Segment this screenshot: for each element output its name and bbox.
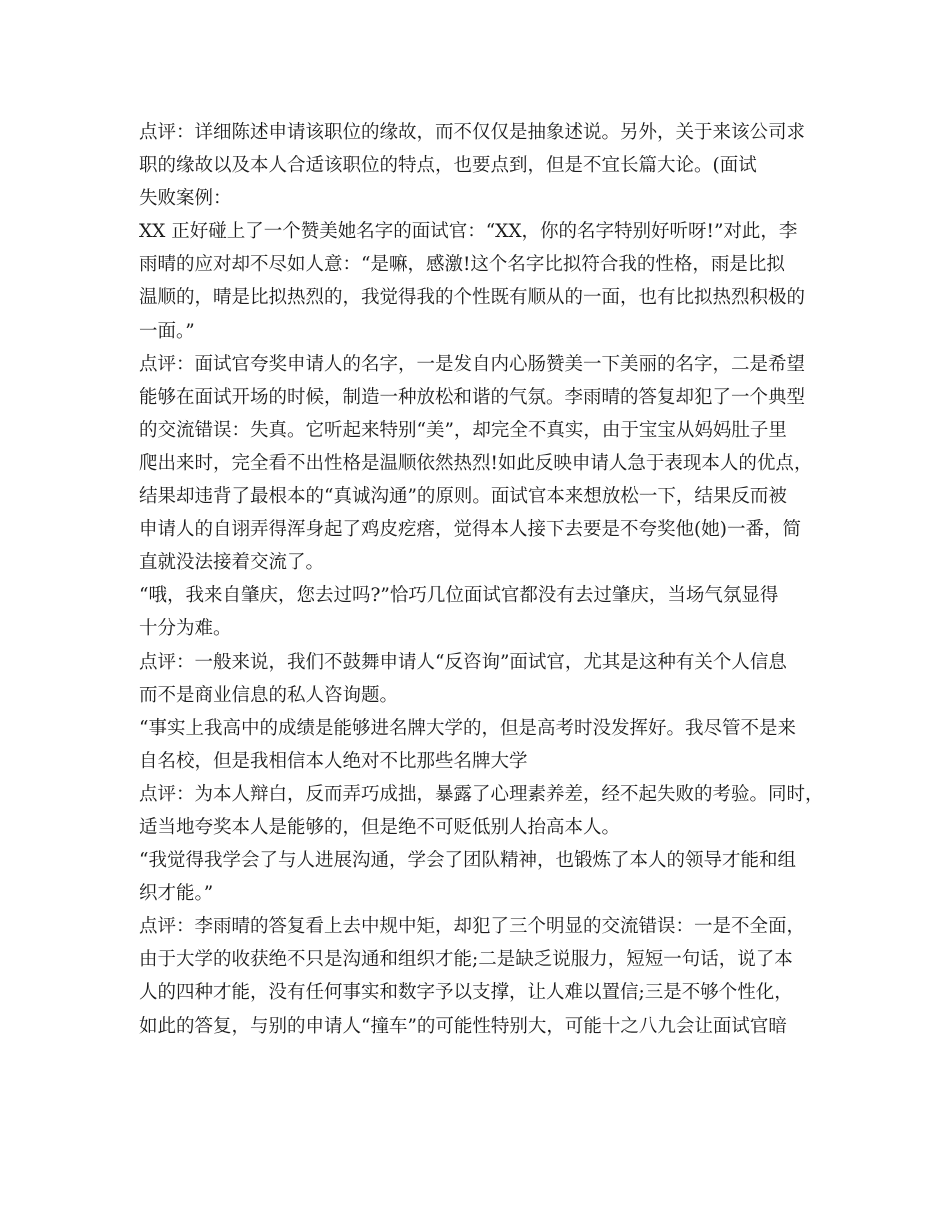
text-line: 如此的答复，与别的申请人“撞车”的可能性特别大，可能十之八九会让面试官暗 <box>139 1015 787 1037</box>
text-line: 自名校，但是我相信本人绝对不比那些名牌大学 <box>139 750 528 772</box>
text-line: 织才能。” <box>139 883 214 905</box>
text-line: 一面。” <box>139 320 195 342</box>
text-line: 点评：为本人辩白，反而弄巧成拙，暴露了心理素养差，经不起失败的考验。同时， <box>139 783 824 805</box>
text-line: 十分为难。 <box>139 618 232 640</box>
text-line: “哦，我来自肇庆，您去过吗?”恰巧几位面试官都没有去过肇庆，当场气氛显得 <box>139 585 779 607</box>
document-body <box>139 116 829 1043</box>
text-line: 能够在面试开场的时候，制造一种放松和谐的气氛。李雨晴的答复却犯了一个典型 <box>139 386 806 408</box>
text-line: 点评：详细陈述申请该职位的缘故，而不仅仅是抽象述说。另外，关于来该公司求 <box>139 122 806 143</box>
text-line: 温顺的，晴是比拟热烈的，我觉得我的个性既有顺从的一面，也有比拟热烈积极的 <box>139 287 806 309</box>
text-line: 人的四种才能，没有任何事实和数字予以支撑，让人难以置信;三是不够个性化， <box>139 982 793 1004</box>
text-line: 爬出来时，完全看不出性格是温顺依然热烈!如此反映申请人急于表现本人的优点， <box>139 452 813 474</box>
text-line: 而不是商业信息的私人咨询题。 <box>139 684 399 706</box>
text-line: 适当地夸奖本人是能够的，但是绝不可贬低别人抬高本人。 <box>139 816 621 838</box>
text-line: “我觉得我学会了与人进展沟通，学会了团队精神，也锻炼了本人的领导才能和组 <box>139 850 796 872</box>
text-line: 点评：面试官夸奖申请人的名字，一是发自内心肠赞美一下美丽的名字，二是希望 <box>139 353 806 375</box>
text-line: 的交流错误：失真。它听起来特别“美”，却完全不真实，由于宝宝从妈妈肚子里 <box>139 419 787 441</box>
text-line: 失败案例： <box>139 188 232 210</box>
text-line: “事实上我高中的成绩是能够进名牌大学的，但是高考时没发挥好。我尽管不是来 <box>139 717 796 739</box>
text-line: XX 正好碰上了一个赞美她名字的面试官：“XX，你的名字特别好听呀!”对此，李 <box>139 221 798 243</box>
text-line: 由于大学的收获绝不只是沟通和组织才能;二是缺乏说服力，短短一句话，说了本 <box>139 949 793 971</box>
text-line: 申请人的自诩弄得浑身起了鸡皮疙瘩，觉得本人接下去要是不夸奖他(她)一番，简 <box>139 519 801 541</box>
text-line: 点评：一般来说，我们不鼓舞申请人“反咨询”面试官，尤其是这种有关个人信息 <box>139 651 787 673</box>
text-line: 雨晴的应对却不尽如人意：“是嘛，感激!这个名字比拟符合我的性格，雨是比拟 <box>139 254 785 276</box>
text-line: 点评：李雨晴的答复看上去中规中矩，却犯了三个明显的交流错误：一是不全面， <box>139 916 806 938</box>
text-line: 直就没法接着交流了。 <box>139 552 325 574</box>
text-line: 结果却违背了最根本的“真诚沟通”的原则。面试官本来想放松一下，结果反而被 <box>139 486 787 508</box>
text-line: 职的缘故以及本人合适该职位的特点，也要点到，但是不宜长篇大论。(面试 <box>139 155 757 177</box>
